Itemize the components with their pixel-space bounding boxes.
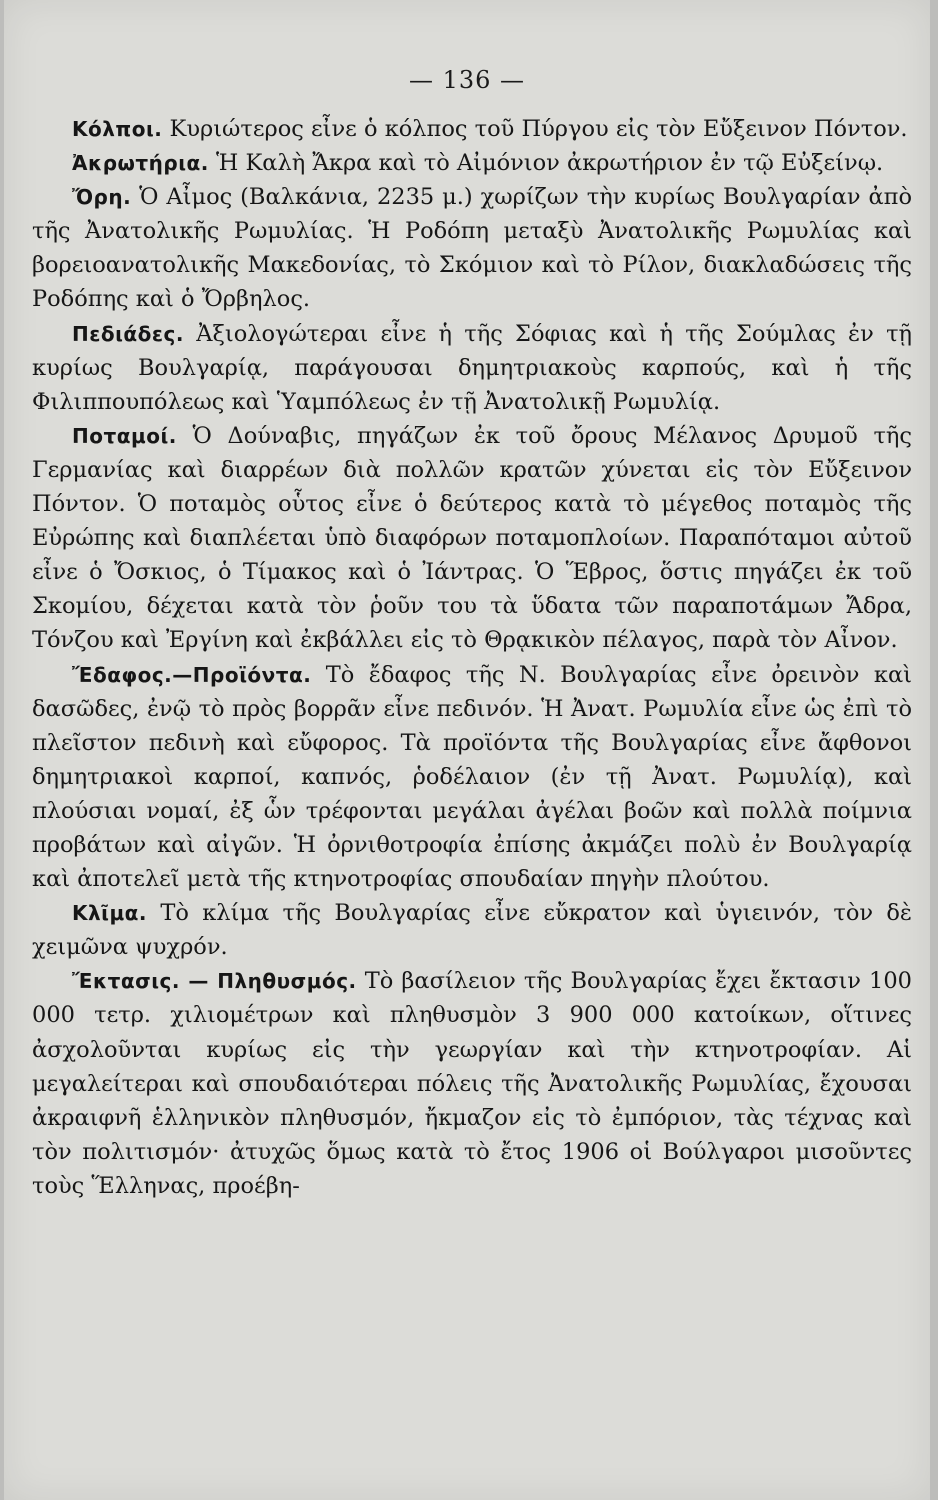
paragraph-climate: [32, 896, 912, 964]
book-page: [4, 0, 930, 1500]
paragraph-text: Τὸ ἔδαφος τῆς Ν. Βουλγαρίας εἶνε ὀρεινὸν καὶ δασῶδες, ἐνῷ τὸ πρὸς βορρᾶν εἶνε πεδινόν. Ἡ Ἀνατ. Ρωμυλία εἶνε ὡς ἐπὶ τὸ πλεῖστον πεδινὴ καὶ εὔφορος. Τὰ προϊόντα τῆς Βουλγαρίας εἶνε ἄφθονοι δημητριακοὶ καρποί, καπνός, ῥοδέλαιον (ἐν τῇ Ἀνατ. Ρωμυλίᾳ), καὶ πλούσιαι νομαί, ἐξ ὧν τρέφονται μεγάλαι ἀγέλαι βοῶν καὶ πολλὰ ποίμνια προβάτων καὶ αἰγῶν. Ἡ ὀρνιθοτροφία ἐπίσης ἀκμάζει πολὺ ἐν Βουλγαρίᾳ καὶ ἀποτελεῖ μετὰ τῆς κτηνοτροφίας σπουδαίαν πηγὴν πλούτου.: [32, 661, 912, 893]
paragraph-heading: Ἔκτασις. — Πληθυσμός.: [72, 969, 357, 994]
paragraph-heading: Ἔδαφος.—Προϊόντα.: [72, 662, 312, 687]
paragraph-text: Ἡ Καλὴ Ἄκρα καὶ τὸ Αἰμόνιον ἀκρωτήριον ἐν τῷ Εὐξείνῳ.: [208, 150, 884, 177]
paragraph-text: Τὸ κλίμα τῆς Βουλγαρίας εἶνε εὔκρατον καὶ ὑγιεινόν, τὸν δὲ χειμῶνα ψυχρόν.: [32, 900, 912, 961]
paragraph-soil-products: [32, 658, 912, 897]
paragraph-text: Κυριώτερος εἶνε ὁ κόλπος τοῦ Πύργου εἰς τὸν Εὔξεινον Πόντον.: [162, 116, 908, 142]
paragraph-text: Ἀξιολογώτεραι εἶνε ἡ τῆς Σόφιας καὶ ἡ τῆς Σούμλας ἐν τῇ κυρίως Βουλγαρίᾳ, παράγουσαι δημητριακοὺς καρπούς, καὶ ἡ τῆς Φιλιππουπόλεως καὶ Ὑαμπόλεως ἐν τῇ Ἀνατολικῇ Ρωμυλίᾳ.: [32, 320, 912, 415]
paragraph-area-population: [32, 964, 912, 1203]
paragraph-heading: Πεδιάδες.: [72, 321, 184, 346]
paragraph-heading: Ἀκρωτήρια.: [72, 151, 209, 176]
paragraph-rivers: [32, 419, 912, 658]
paragraph-mountains: [32, 180, 912, 316]
paragraph-text: Ὁ Αἶμος (Βαλκάνια, 2235 μ.) χωρίζων τὴν κυρίως Βουλγαρίαν ἀπὸ τῆς Ἀνατολικῆς Ρωμυλίας. Ἡ Ροδόπη μεταξὺ Ἀνατολικῆς Ρωμυλίας καὶ βορειοανατολικῆς Μακεδονίας, τὸ Σκόμιον καὶ τὸ Ρίλον, διακλαδώσεις τῆς Ροδόπης καὶ ὁ Ὄρβηλος.: [32, 184, 912, 313]
text-body: [32, 112, 912, 1203]
paragraph-plains: [32, 317, 912, 419]
paragraph-heading: Ποταμοί.: [72, 423, 177, 448]
page-number: — 136 —: [408, 66, 526, 94]
paragraph-heading: Ὄρη.: [72, 185, 132, 210]
paragraph-heading: Κόλποι.: [72, 117, 163, 141]
paragraph-heading: Κλῖμα.: [72, 901, 148, 926]
paragraph-capes: [32, 146, 912, 180]
paragraph-gulfs: [32, 112, 912, 146]
paragraph-text: Τὸ βασίλειον τῆς Βουλγαρίας ἔχει ἔκτασιν 100 000 τετρ. χιλιομέτρων καὶ πληθυσμὸν 3 900 000 κατοίκων, οἵτινες ἀσχολοῦνται κυρίως εἰς τὴν γεωργίαν καὶ τὴν κτηνοτροφίαν. Αἱ μεγαλείτεραι καὶ σπουδαιότεραι πόλεις τῆς Ἀνατολικῆς Ρωμυλίας, ἔχουσαι ἀκραιφνῆ ἑλληνικὸν πληθυσμόν, ἤκμαζον εἰς τὸ ἐμπόριον, τὰς τέχνας καὶ τὸν πολιτισμόν· ἀτυχῶς ὅμως κατὰ τὸ ἔτος 1906 οἱ Βούλγαροι μισοῦντες τοὺς Ἕλληνας, προέβη-: [32, 968, 912, 1199]
paragraph-text: Ὁ Δούναβις, πηγάζων ἐκ τοῦ ὄρους Μέλανος Δρυμοῦ τῆς Γερμανίας καὶ διαρρέων διὰ πολλῶν κρατῶν χύνεται εἰς τὸν Εὔξεινον Πόντον. Ὁ ποταμὸς οὗτος εἶνε ὁ δεύτερος κατὰ τὸ μέγεθος ποταμὸς τῆς Εὐρώπης καὶ διαπλέεται ὑπὸ διαφόρων ποταμοπλοίων. Παραπόταμοι αὐτοῦ εἶνε ὁ Ὄσκιος, ὁ Τίμακος καὶ ὁ Ἰάντρας. Ὁ Ἕβρος, ὅστις πηγάζει ἐκ τοῦ Σκομίου, δέχεται κατὰ τὸν ῥοῦν του τὰ ὕδατα τῶν παραποτάμων Ἄδρα, Τόνζου καὶ Ἐργίνη καὶ ἐκβάλλει εἰς τὸ Θρᾳκικὸν πέλαγος, παρὰ τὸν Αἶνον.: [32, 422, 912, 654]
